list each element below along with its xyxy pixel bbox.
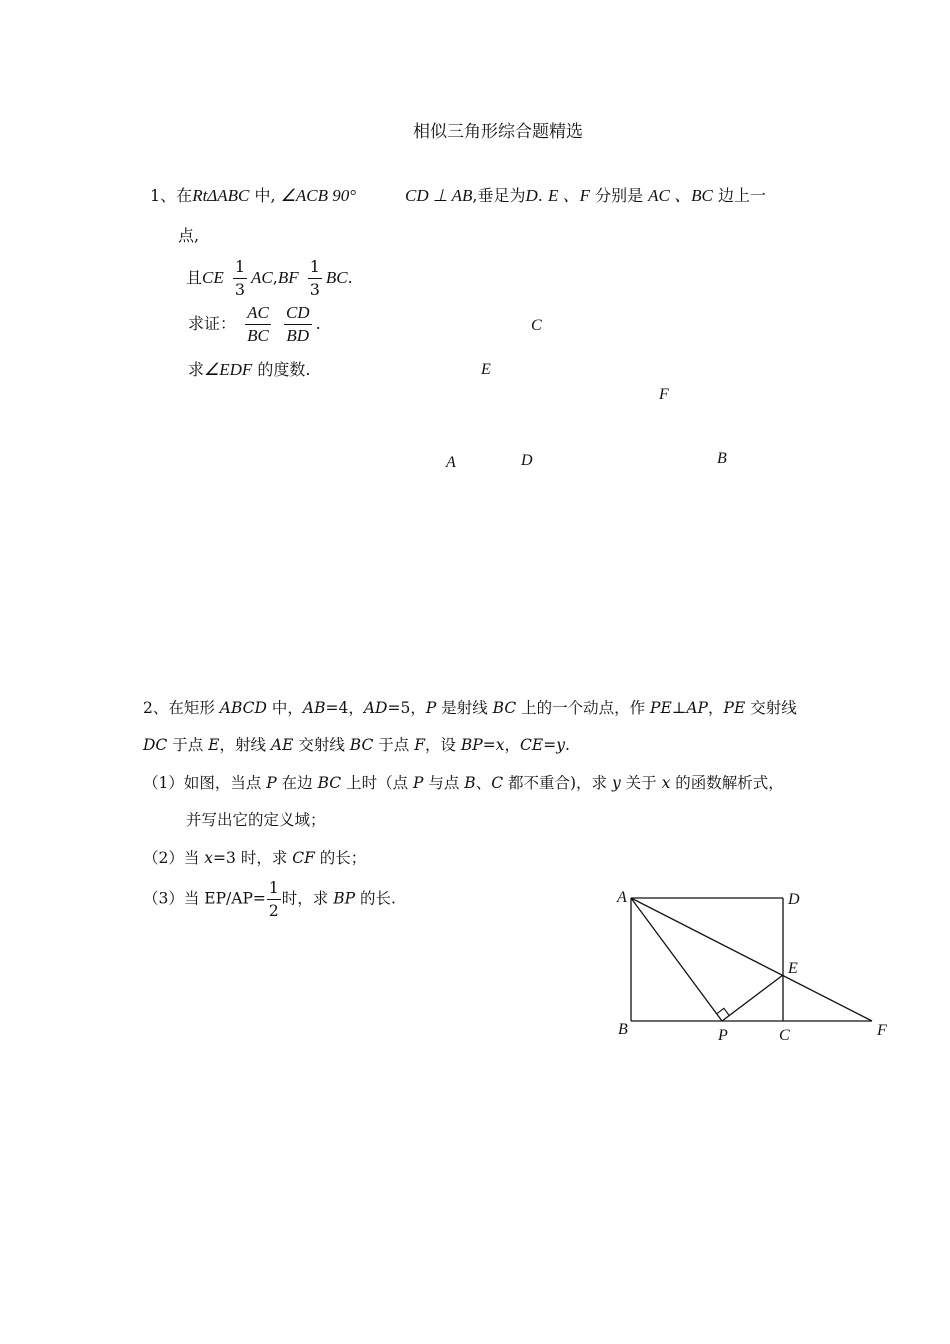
q1-math: CD ⊥ AB xyxy=(405,186,473,205)
segment-pe xyxy=(722,975,783,1021)
q2-part2: （2）当 x=3 时，求 CF 的长； xyxy=(143,849,367,867)
fig1-label-d: D xyxy=(521,452,533,469)
q2-line2: DC 于点 E，射线 AE 交射线 BC 于点 F，设 BP=x，CE=y. xyxy=(143,736,570,754)
q1-text: 的度数. xyxy=(252,360,311,379)
q1-condition xyxy=(186,256,353,301)
q1-math: RtΔABC xyxy=(192,186,250,205)
q2-part1: （1）如图，当点 P 在边 BC 上时（点 P 与点 B、C 都不重合)，求 y 关于 x 的函数解析式， xyxy=(143,774,784,792)
fig2-label-d: D xyxy=(788,891,800,908)
q1-math: BC xyxy=(325,268,348,287)
q1-math: E 、F xyxy=(547,186,590,205)
fig2-label-c: C xyxy=(779,1027,790,1044)
q1-text: . xyxy=(347,268,353,287)
q1-text: 求证： xyxy=(188,314,237,333)
q1-text: 边上一 xyxy=(712,186,766,205)
q1-math: AC 、BC xyxy=(648,186,713,205)
fig2-label-a: A xyxy=(617,889,627,906)
q1-text: . xyxy=(537,186,543,205)
q1-text: ,垂足为 xyxy=(472,186,526,205)
fig2-label-b: B xyxy=(618,1021,628,1038)
segment-ap xyxy=(631,898,722,1021)
q1-math: AC xyxy=(251,268,273,287)
fraction: $\frac{1}{2}$ xyxy=(268,879,279,920)
fig1-label-c: C xyxy=(531,317,542,334)
q1-math: BF xyxy=(277,268,299,287)
fraction: $\frac{1}{3}$ xyxy=(234,257,246,299)
q1-math: D xyxy=(525,186,538,205)
fig1-label-b: B xyxy=(717,450,727,467)
q1-text: 求 xyxy=(188,360,205,379)
fig1-label-a: A xyxy=(446,454,456,471)
q1-line2: 点, xyxy=(178,226,200,245)
q1-line1 xyxy=(150,186,356,206)
fig2-label-p: P xyxy=(718,1027,728,1044)
q1-prove xyxy=(188,302,321,347)
q1-text: 且 xyxy=(186,268,203,287)
ray-ae xyxy=(631,898,872,1021)
fig1-label-e: E xyxy=(481,361,491,378)
q1-text: 1、在 xyxy=(150,186,193,205)
fig2-label-f: F xyxy=(877,1022,887,1039)
fig1-label-f: F xyxy=(659,386,669,403)
right-angle-mark xyxy=(717,1008,730,1015)
q1-text: . xyxy=(315,314,321,333)
q1-line1-right xyxy=(405,186,766,206)
fraction: $\frac{CD}{BD}$ xyxy=(285,303,310,345)
q2-part3: （3）当 EP/AP= $\frac{1}{2}$ 时，求 BP 的长. xyxy=(143,879,396,920)
q2-line1: 2、在矩形 ABCD 中，AB=4，AD=5，P 是射线 BC 上的一个动点，作 PE⊥AP，PE 交射线 xyxy=(143,699,797,717)
q1-math: CE xyxy=(202,268,224,287)
q1-math: ∠ACB 90° xyxy=(280,186,357,205)
page-title: 相似三角形综合题精选 xyxy=(413,122,583,142)
q1-find xyxy=(188,360,311,380)
q2-part1-line2: 并写出它的定义域； xyxy=(186,811,326,829)
q1-text: 分别是 xyxy=(589,186,644,205)
q1-text: 中, xyxy=(249,186,281,205)
q1-text: , xyxy=(272,268,278,287)
fig2-label-e: E xyxy=(788,960,798,977)
fraction: $\frac{1}{3}$ xyxy=(309,257,320,299)
q1-math: ∠EDF xyxy=(204,360,253,379)
fraction: $\frac{AC}{BC}$ xyxy=(247,303,269,345)
rectangle-figure xyxy=(600,880,900,1050)
